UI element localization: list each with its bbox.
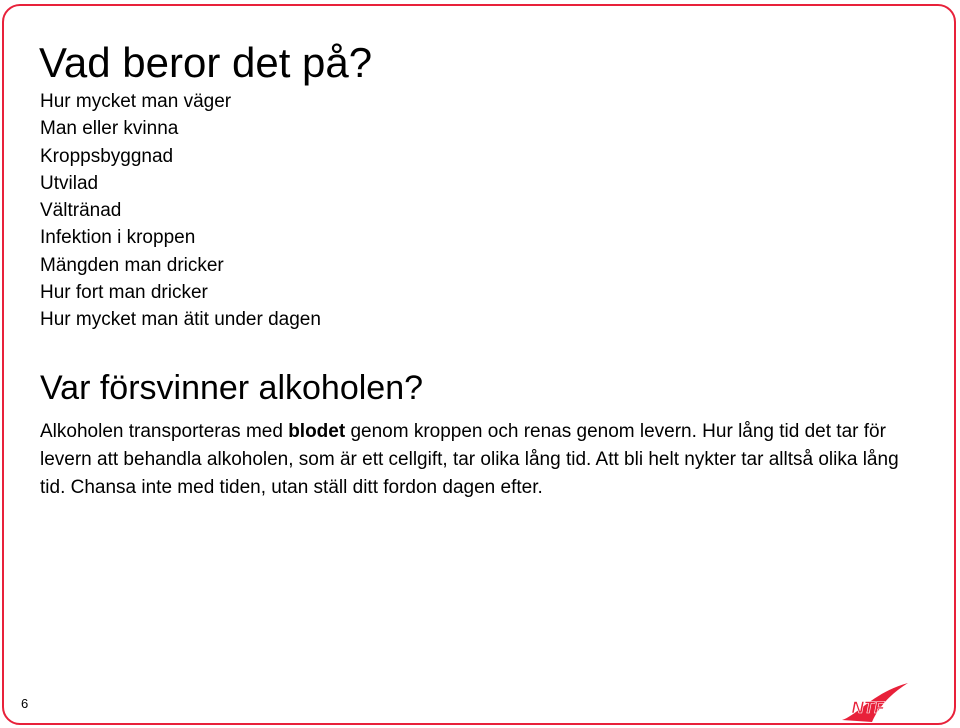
factor-list: [40, 88, 321, 333]
list-item: Man eller kvinna: [40, 118, 179, 140]
slide-title: Vad beror det på?: [39, 39, 373, 86]
list-item: Kroppsbyggnad: [40, 145, 174, 167]
list-item: Mängden man dricker: [40, 254, 224, 276]
list-item: Infektion i kroppen: [40, 227, 196, 249]
paragraph-text-end: genom kroppen och renas genom levern. Hur lång tid det tar för levern att behandla alkoholen, som är ett cellgift, tar olika lång tid. Att bli helt nykter tar alltså olika lång tid. Chansa inte med tiden, utan ställ ditt fordon dagen efter.: [40, 421, 899, 498]
paragraph-bold-text: blodet: [288, 421, 346, 442]
section-heading: Var försvinner alkoholen?: [40, 369, 424, 407]
list-item: Vältränad: [40, 200, 122, 221]
body-paragraph: [40, 418, 920, 502]
paragraph-text-start: Alkoholen transporteras med: [40, 421, 289, 442]
list-item: Hur mycket man väger: [40, 91, 232, 112]
page-number: 6: [21, 696, 29, 711]
list-item: Hur fort man dricker: [40, 281, 208, 303]
logo-text: NTF: [851, 698, 885, 717]
ntf-logo-icon: [838, 680, 912, 724]
list-item: Utvilad: [40, 172, 99, 194]
list-item: Hur mycket man ätit under dagen: [40, 309, 321, 330]
